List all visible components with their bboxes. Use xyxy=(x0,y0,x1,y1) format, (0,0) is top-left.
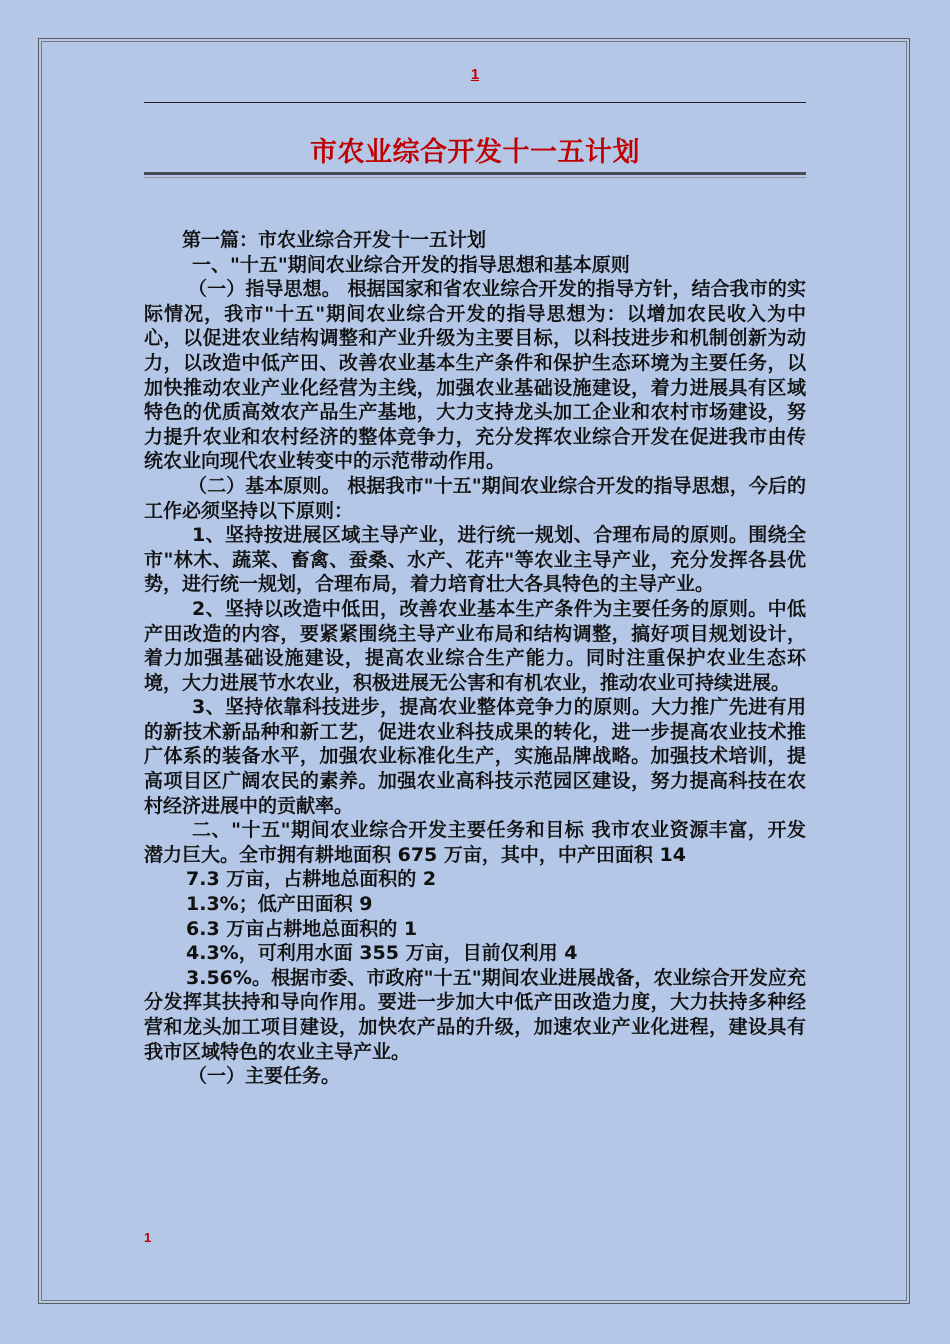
paragraph-section-heading: 一、"十五"期间农业综合开发的指导思想和基本原则 xyxy=(192,253,630,276)
title-underline xyxy=(144,172,806,175)
paragraph: 1.3%；低产田面积 9 xyxy=(186,893,373,916)
paragraph: 7.3 万亩，占耕地总面积的 2 xyxy=(186,868,437,891)
header-divider xyxy=(144,102,806,103)
paragraph: 3、坚持依靠科技进步，提高农业整体竞争力的原则。大力推广先进有用的新技术新品种和新工艺，促进农业科技成果的转化，进一步提高农业技术推广体系的装备水平，加强农业标准化生产，实施品牌战略。加强技术培训，提高项目区广阔农民的素养。加强农业高科技示范园区建设，努力提高科技在农村经济进展中的贡献率。 xyxy=(144,696,806,817)
document-title: 市农业综合开发十一五计划 xyxy=(310,137,640,168)
footer-page-number: 1 xyxy=(144,1230,152,1245)
paragraph: 3.56%。根据市委、市政府"十五"期间农业进展战备，农业综合开发应充分发挥其扶持和导向作用。要进一步加大中低产田改造力度，大力扶持多种经营和龙头加工项目建设，加快农产品的升级，加速农业产业化进程，建设具有我市区域特色的农业主导产业。 xyxy=(144,966,806,1063)
paragraph-part-heading: 第一篇：市农业综合开发十一五计划 xyxy=(182,229,487,251)
paragraph: 4.3%，可利用水面 355 万亩，目前仅利用 4 xyxy=(186,942,578,965)
document-body xyxy=(144,228,806,1089)
paragraph: 1、坚持按进展区域主导产业，进行统一规划、合理布局的原则。围绕全市"林木、蔬菜、畜禽、蚕桑、水产、花卉"等农业主导产业，充分发挥各县优势，进行统一规划，合理布局，着力培育壮大各具特色的主导产业。 xyxy=(144,524,806,596)
title-underline-thin xyxy=(144,177,806,178)
paragraph: （一）指导思想。 根据国家和省农业综合开发的指导方针，结合我市的实际情况，我市"十五"期间农业综合开发的指导思想为：以增加农民收入为中心，以促进农业结构调整和产业升级为主要目标，以科技进步和机制创新为动力，以改造中低产田、改善农业基本生产条件和保护生态环境为主要任务，以加快推动农业产业化经营为主线，加强农业基础设施建设，着力进展具有区域特色的优质高效农产品生产基地，大力支持龙头加工企业和农村市场建设，努力提升农业和农村经济的整体竞争力，充分发挥农业综合开发在促进我市由传统农业向现代农业转变中的示范带动作用。 xyxy=(144,278,806,473)
paragraph: 2、坚持以改造中低田，改善农业基本生产条件为主要任务的原则。中低产田改造的内容，要紧紧围绕主导产业布局和结构调整，搞好项目规划设计，着力加强基础设施建设，提高农业综合生产能力。同时注重保护农业生态环境，大力进展节水农业，积极进展无公害和有机农业，推动农业可持续进展。 xyxy=(144,597,806,694)
header-page-number: 1 xyxy=(470,66,480,83)
paragraph: （二）基本原则。 根据我市"十五"期间农业综合开发的指导思想，今后的工作必须坚持以下原则： xyxy=(144,474,806,522)
paragraph: 6.3 万亩占耕地总面积的 1 xyxy=(186,917,418,940)
paragraph: 二、"十五"期间农业综合开发主要任务和目标 我市农业资源丰富，开发潜力巨大。全市拥有耕地面积 675 万亩，其中，中产田面积 14 xyxy=(144,819,806,866)
paragraph-subheading: （一）主要任务。 xyxy=(188,1065,341,1088)
